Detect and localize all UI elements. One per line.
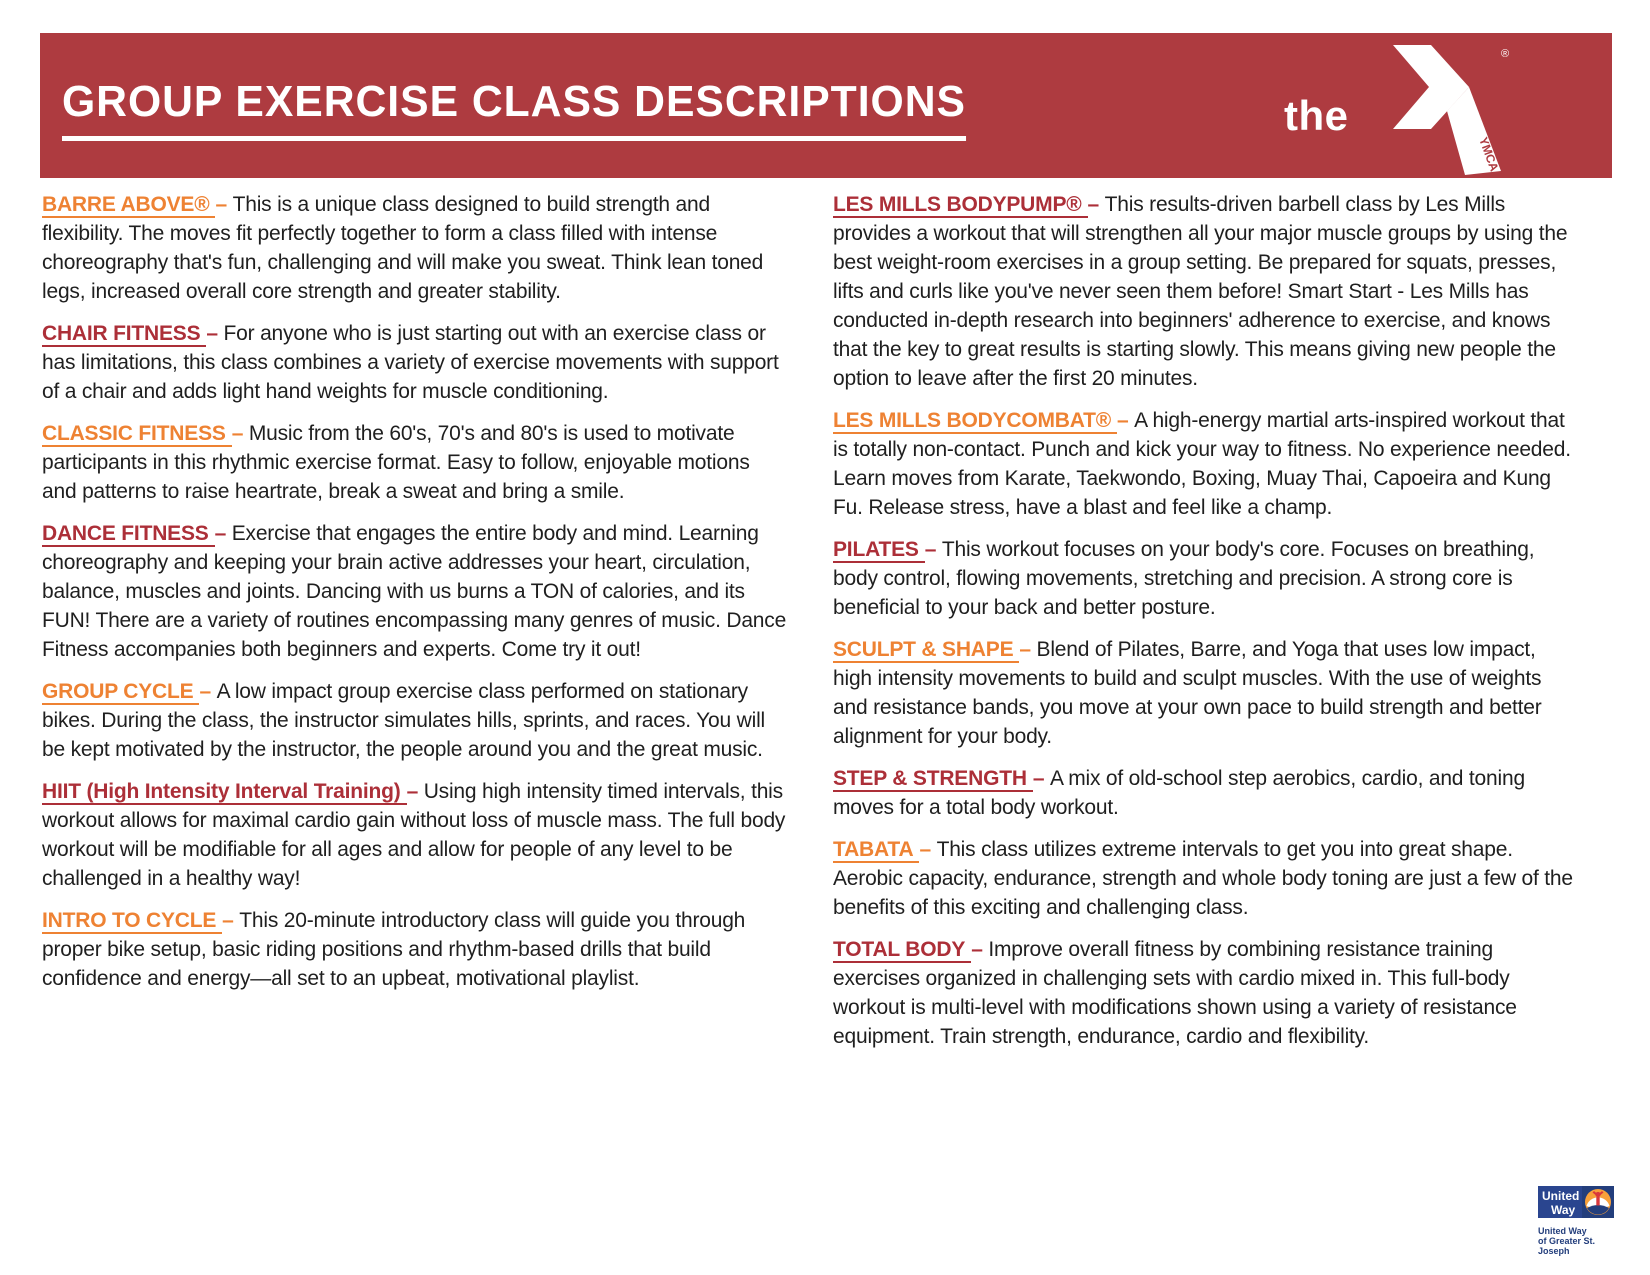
svg-text:United: United: [1542, 1189, 1580, 1203]
class-entry: [833, 190, 1579, 393]
ymca-wordmark: YMCA: [1476, 135, 1502, 174]
class-name: HIIT (High Intensity Interval Training): [42, 780, 407, 805]
class-name-dash: –: [199, 680, 217, 703]
class-name: INTRO TO CYCLE: [42, 909, 222, 934]
class-name-dash: –: [971, 938, 989, 961]
united-way-icon: [1538, 1186, 1614, 1218]
class-description: This 20-minute introductory class will guide you through proper bike setup, basic riding positions and rhythm-based drills that build confidence and energy—all set to an upbeat, motivational playlist.: [42, 909, 746, 990]
class-name-dash: –: [214, 522, 232, 545]
class-description: Blend of Pilates, Barre, and Yoga that uses low impact, high intensity movements to build and sculpt muscles. With the use of weights and resistance bands, you move at your own pace to build strength and better alignment for your body.: [833, 638, 1542, 748]
class-name-dash: –: [924, 538, 942, 561]
class-entry: [42, 419, 788, 506]
class-description: Using high intensity timed intervals, this workout allows for maximal cardio gain without loss of muscle mass. The full body workout will be modifiable for all ages and allow for people of any level to be challenged in a healthy way!: [42, 780, 786, 890]
class-description: Exercise that engages the entire body and mind. Learning choreography and keeping your brain active addresses your heart, circulation, balance, muscles and joints. Dancing with us burns a TON of calories, and its FUN! There are a variety of routines encompassing many genres of music. Dance Fitness accompanies both beginners and experts. Come try it out!: [42, 522, 787, 661]
class-entry: [42, 906, 788, 993]
class-description: Music from the 60's, 70's and 80's is used to motivate participants in this rhythmic exercise format. Easy to follow, enjoyable motions and patterns to raise heartrate, break a sweat and bring a smile.: [42, 422, 750, 503]
class-description: This class utilizes extreme intervals to get you into great shape. Aerobic capacity, endurance, strength and whole body toning are just a few of the benefits of this exciting and challenging class.: [833, 838, 1573, 919]
class-entry: [42, 319, 788, 406]
class-name-dash: –: [1032, 767, 1050, 790]
class-entry: [833, 764, 1579, 822]
class-name: GROUP CYCLE: [42, 680, 199, 705]
svg-text:Way: Way: [1551, 1203, 1576, 1217]
united-way-logo: [1538, 1186, 1616, 1256]
class-entry: [42, 777, 788, 893]
class-entry: [833, 406, 1579, 522]
class-name-dash: –: [1019, 638, 1037, 661]
class-name: TABATA: [833, 838, 919, 863]
class-description: A low impact group exercise class performed on stationary bikes. During the class, the instructor simulates hills, sprints, and races. You will be kept motivated by the instructor, the people around you and the great music.: [42, 680, 765, 761]
class-entry: [833, 635, 1579, 751]
class-list-right-column: [833, 190, 1579, 1064]
class-entry: [833, 535, 1579, 622]
class-entry: [42, 677, 788, 764]
class-entry: [833, 935, 1579, 1051]
class-name: TOTAL BODY: [833, 938, 971, 963]
class-name-dash: –: [919, 838, 937, 861]
class-name-dash: –: [231, 422, 249, 445]
class-name-dash: –: [1087, 193, 1105, 216]
header-banner: [40, 33, 1612, 178]
ymca-logo-the-text: the: [1284, 92, 1349, 139]
class-description: A mix of old-school step aerobics, cardio, and toning moves for a total body workout.: [833, 767, 1525, 819]
class-name-dash: –: [222, 909, 240, 932]
page-title: GROUP EXERCISE CLASS DESCRIPTIONS: [62, 77, 966, 141]
class-name-dash: –: [406, 780, 424, 803]
class-entry: [42, 190, 788, 306]
ymca-logo: [1284, 45, 1514, 178]
class-description: Improve overall fitness by combining resistance training exercises organized in challenging sets with cardio mixed in. This full-body workout is multi-level with modifications shown using a variety of resistance equipment. Train strength, endurance, cardio and flexibility.: [833, 938, 1517, 1048]
ymca-y-icon: [1379, 45, 1514, 178]
class-name: DANCE FITNESS: [42, 522, 215, 547]
class-name-dash: –: [206, 322, 224, 345]
class-name: BARRE ABOVE®: [42, 193, 215, 218]
class-entry: [42, 519, 788, 664]
united-way-caption: United Way of Greater St. Joseph: [1538, 1226, 1596, 1256]
registered-mark: ®: [1501, 48, 1510, 60]
class-name: SCULPT & SHAPE: [833, 638, 1019, 663]
class-entry: [833, 835, 1579, 922]
class-description: This workout focuses on your body's core. Focuses on breathing, body control, flowing movements, stretching and precision. A strong core is beneficial to your back and better posture.: [833, 538, 1535, 619]
class-name: STEP & STRENGTH: [833, 767, 1033, 792]
class-name: CHAIR FITNESS: [42, 322, 206, 347]
class-description: For anyone who is just starting out with an exercise class or has limitations, this class combines a variety of exercise movements with support of a chair and adds light hand weights for muscle conditioning.: [42, 322, 779, 403]
class-name: CLASSIC FITNESS: [42, 422, 232, 447]
class-name: PILATES: [833, 538, 925, 563]
class-list-left-column: [42, 190, 788, 1006]
class-name: LES MILLS BODYCOMBAT®: [833, 409, 1117, 434]
class-description: A high-energy martial arts-inspired workout that is totally non-contact. Punch and kick your way to fitness. No experience needed. Learn moves from Karate, Taekwondo, Boxing, Muay Thai, Capoeira and Kung Fu. Release stress, have a blast and feel like a champ.: [833, 409, 1571, 519]
class-description: This is a unique class designed to build strength and flexibility. The moves fit perfectly together to form a class filled with intense choreography that's fun, challenging and will make you sweat. Think lean toned legs, increased overall core strength and greater stability.: [42, 193, 764, 303]
class-description: This results-driven barbell class by Les Mills provides a workout that will strengthen all your major muscle groups by using the best weight-room exercises in a group setting. Be prepared for squats, presses, lifts and curls like you've never seen them before! Smart Start - Les Mills has conducted in-depth research into beginners' adherence to exercise, and knows that the key to great results is starting slowly. This means giving new people the option to leave after the first 20 minutes.: [833, 193, 1568, 390]
class-name-dash: –: [1117, 409, 1135, 432]
class-name: LES MILLS BODYPUMP®: [833, 193, 1088, 218]
class-name-dash: –: [215, 193, 233, 216]
